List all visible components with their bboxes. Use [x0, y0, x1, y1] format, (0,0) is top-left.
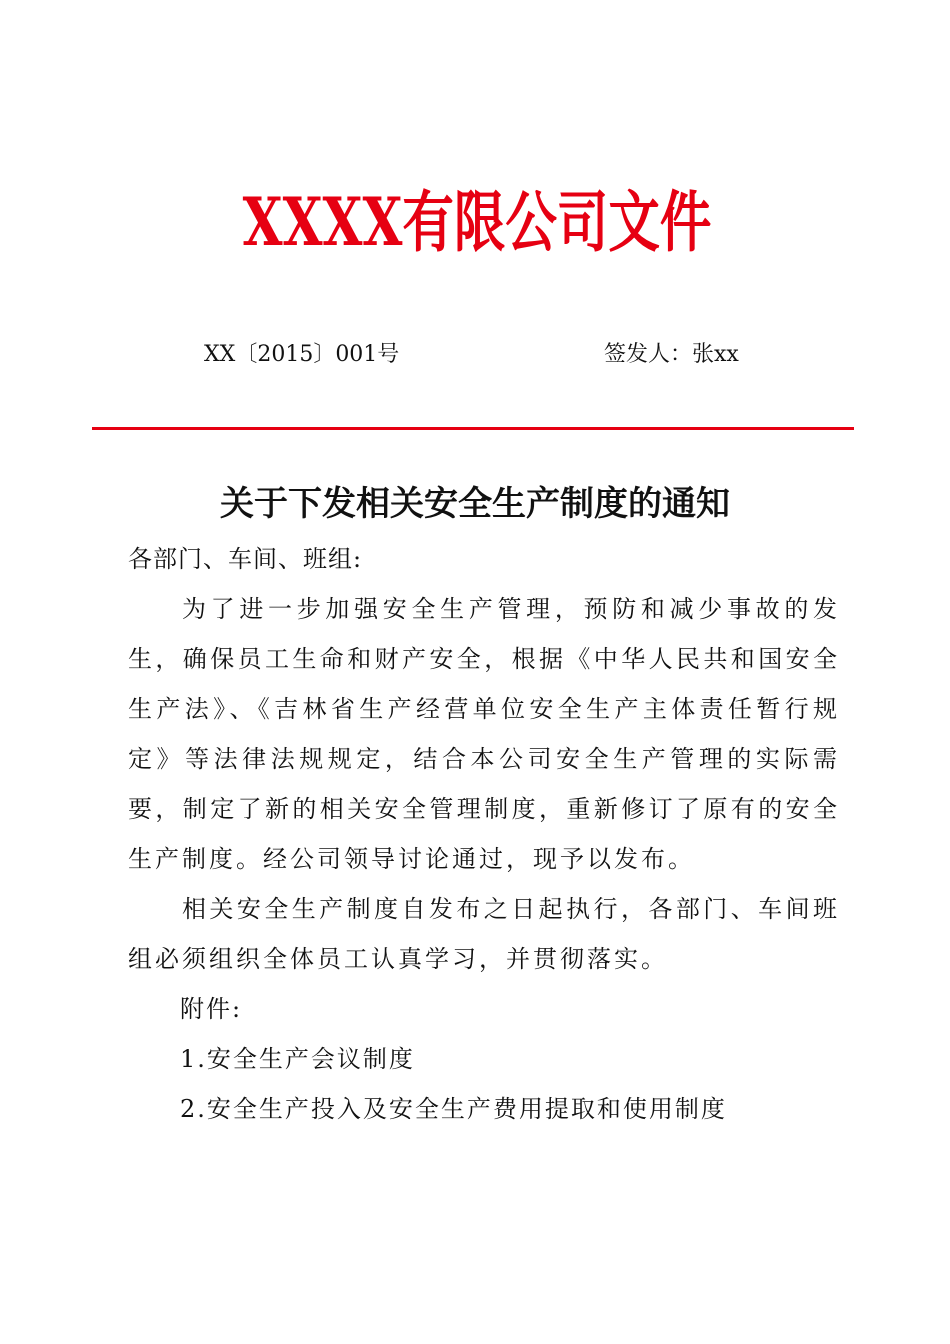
- attachment-item: 2.安全生产投入及安全生产费用提取和使用制度: [180, 1095, 727, 1123]
- attachments-section: [180, 984, 727, 1134]
- red-divider-line: [92, 427, 854, 430]
- salutation: 各部门、车间、班组:: [128, 545, 363, 573]
- attachment-item: 1.安全生产会议制度: [180, 1045, 415, 1073]
- document-header-title: XXXX有限公司文件: [242, 183, 712, 261]
- document-signer: 签发人：张xx: [604, 342, 739, 367]
- body-paragraph-1: 为了进一步加强安全生产管理，预防和减少事故的发生，确保员工生命和财产安全，根据《中华人民共和国安全生产法》、《吉林省生产经营单位安全生产主体责任暂行规定》等法律法规规定，结合本公司安全生产管理的实际需要，制定了新的相关安全管理制度，重新修订了原有的安全生产制度。经公司领导讨论通过，现予以发布。: [128, 595, 840, 873]
- attachments-label: 附件:: [180, 995, 243, 1023]
- body-paragraph-2: 相关安全生产制度自发布之日起执行，各部门、车间班组必须组织全体员工认真学习，并贯彻落实。: [128, 895, 840, 973]
- notice-title: 关于下发相关安全生产制度的通知: [220, 484, 730, 524]
- document-number: XX〔2015〕001号: [204, 342, 400, 367]
